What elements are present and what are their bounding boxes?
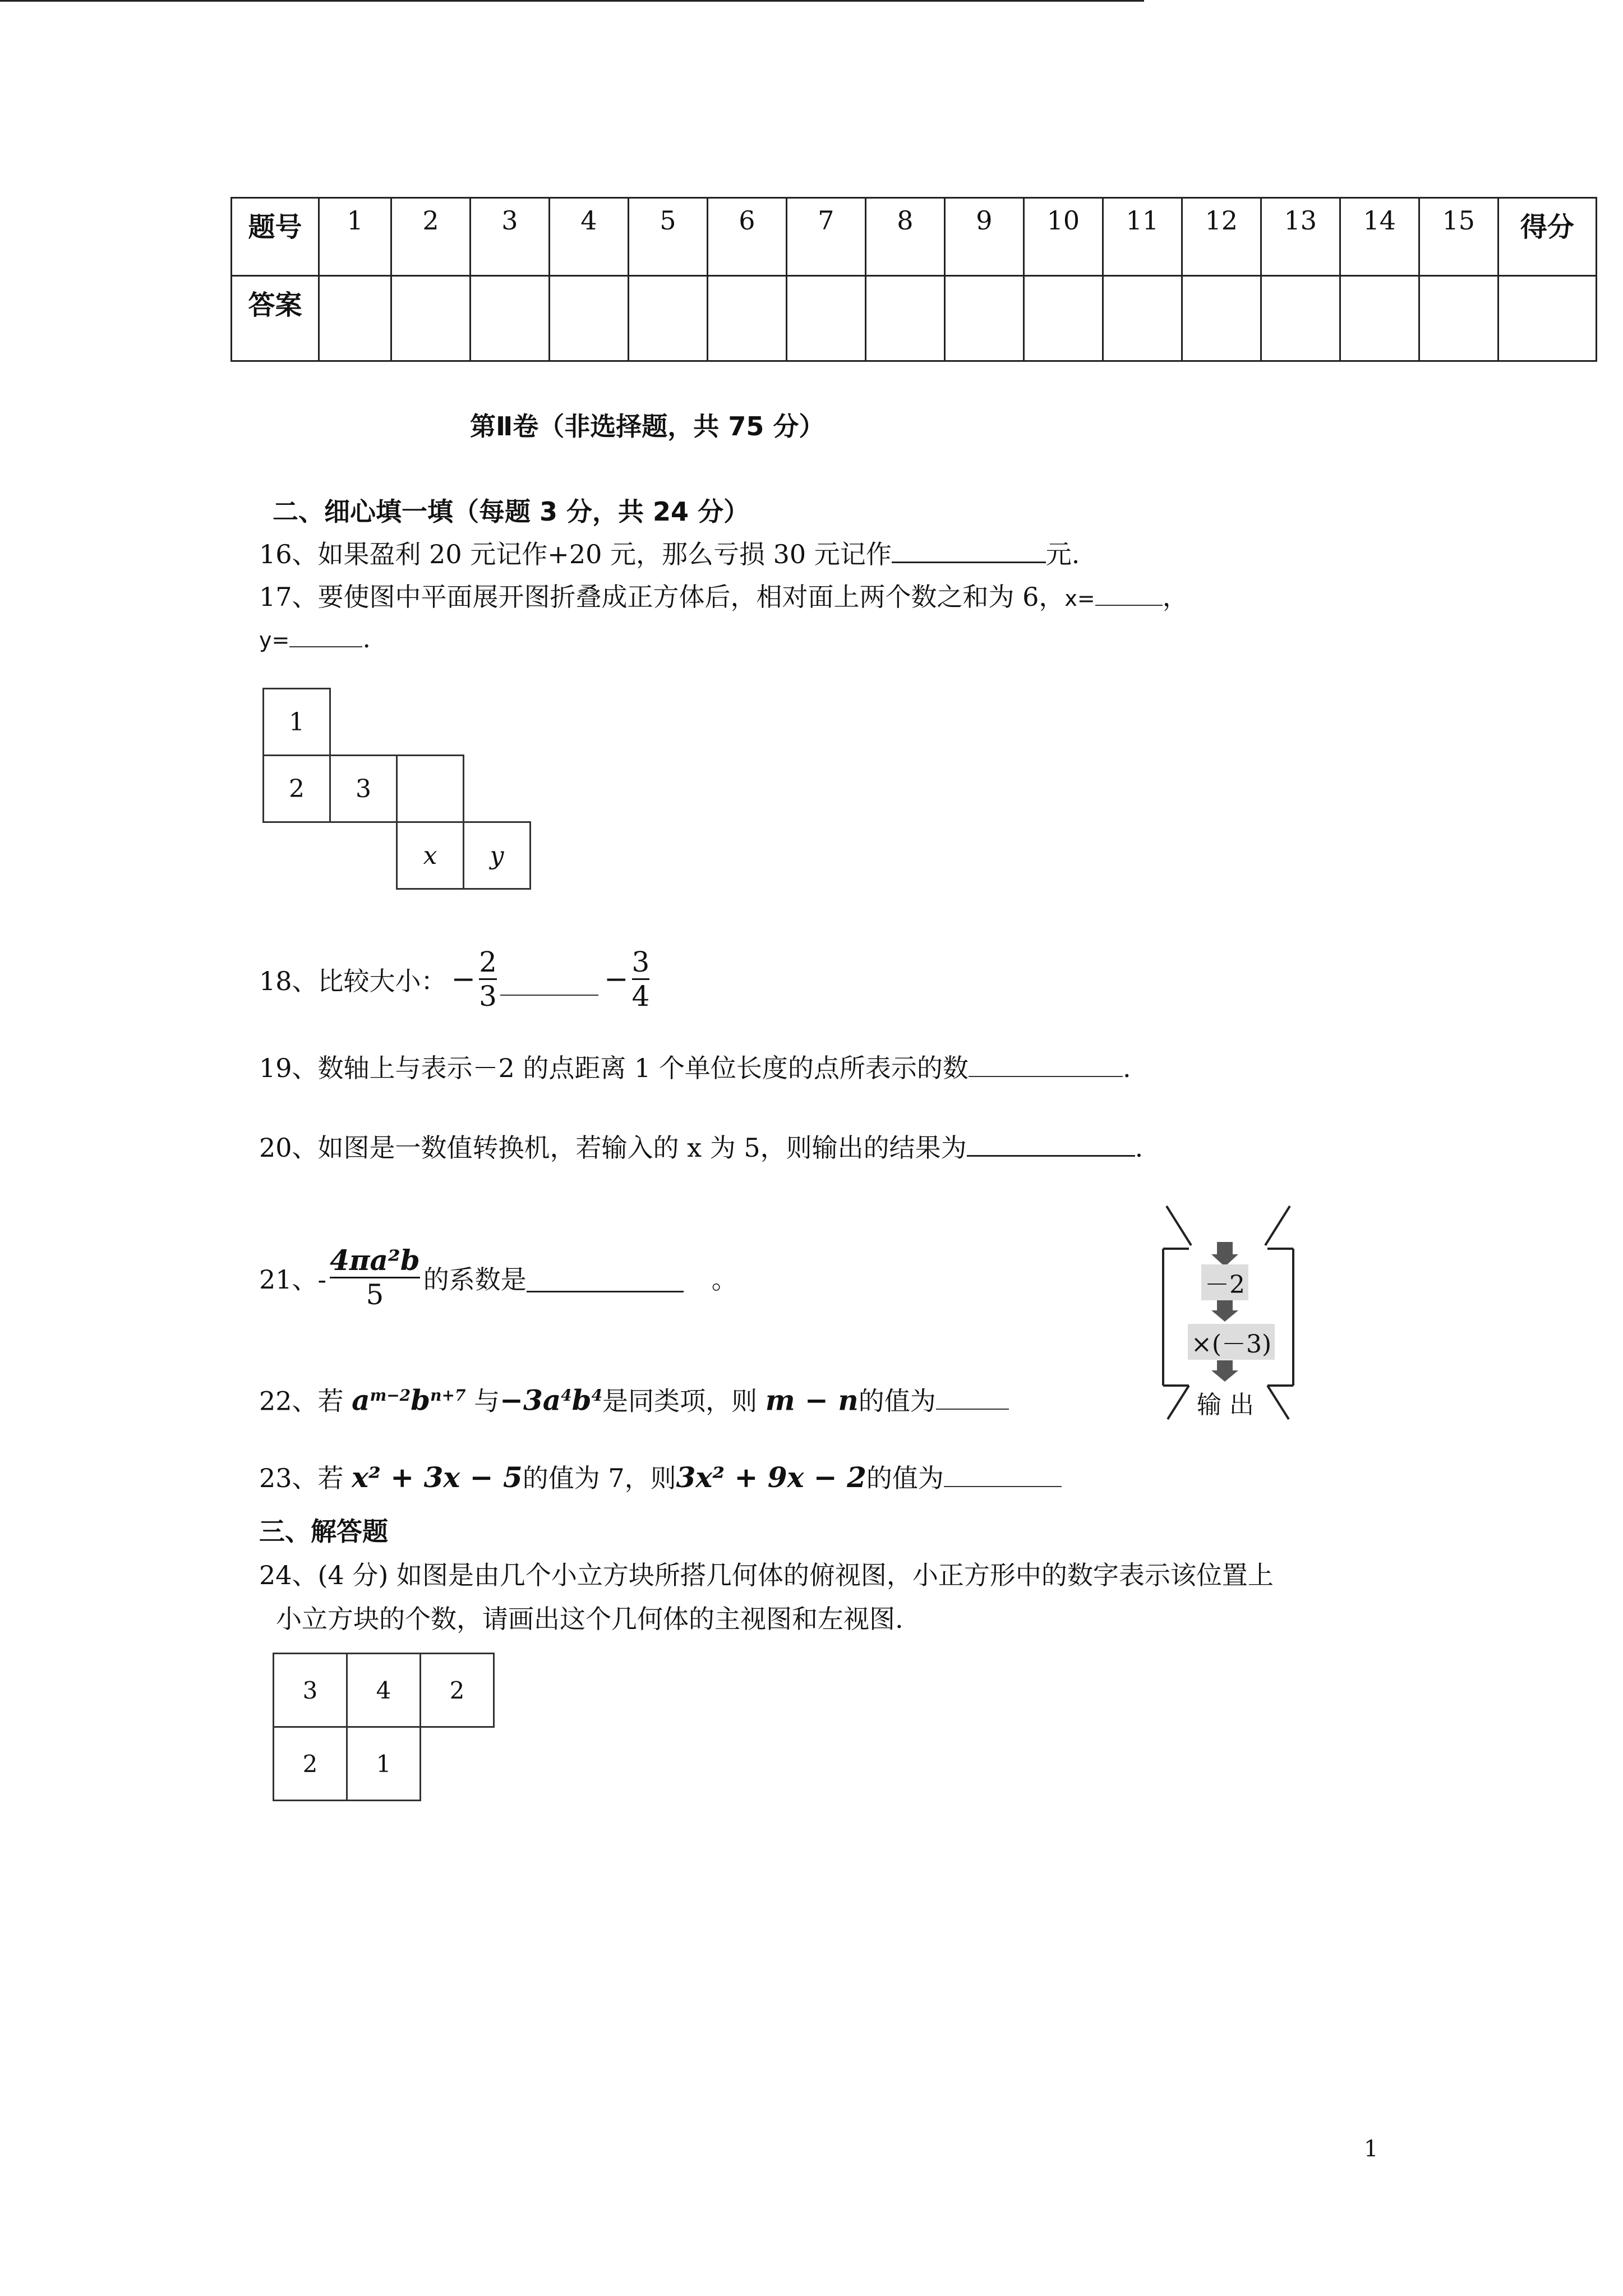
- answer-cell[interactable]: [628, 276, 707, 361]
- question-number-cell: 12: [1182, 198, 1261, 276]
- question-23-expression-1: x² + 3x − 5: [352, 1461, 523, 1494]
- question-number-cell: 9: [944, 198, 1023, 276]
- term2-coefficient: −3a: [500, 1383, 561, 1417]
- question-20-blank[interactable]: [967, 1133, 1135, 1157]
- fraction-three-quarters: [632, 946, 650, 1013]
- machine-step-minus-two: －2: [1201, 1264, 1248, 1300]
- question-16-text: 16、如果盈利 20 元记作+20 元，那么亏损 30 元记作: [259, 539, 892, 569]
- question-number-cell: 11: [1103, 198, 1182, 276]
- question-number-cell: 3: [470, 198, 549, 276]
- question-24-line-2: 小立方块的个数，请画出这个几何体的主视图和左视图.: [276, 1604, 903, 1634]
- answer-cell[interactable]: [391, 276, 470, 361]
- top-view-cell: 1: [346, 1726, 421, 1801]
- question-number-cell: 14: [1340, 198, 1419, 276]
- answer-cell[interactable]: [944, 276, 1023, 361]
- question-17: [259, 580, 1188, 615]
- question-22-text: 是同类项，则: [602, 1386, 758, 1416]
- question-22-blank[interactable]: [936, 1386, 1009, 1410]
- question-19-blank[interactable]: [969, 1053, 1123, 1077]
- question-number-cell: 4: [549, 198, 628, 276]
- question-23-mid: 的值为 7，则: [522, 1463, 676, 1493]
- question-number-cell: 8: [865, 198, 944, 276]
- question-17-text: 17、要使图中平面展开图折叠成正方体后，相对面上两个数之和为 6，: [259, 582, 1065, 612]
- machine-output-label: 输 出: [1197, 1391, 1254, 1419]
- question-number-cell: 7: [786, 198, 865, 276]
- question-17-end: .: [362, 623, 371, 654]
- cube-net-cell-y: y: [463, 821, 531, 890]
- minus-sign: −: [451, 962, 476, 996]
- question-22-end: 的值为: [858, 1386, 936, 1416]
- question-17-sep: ，: [1162, 582, 1188, 612]
- question-number-cell: 5: [628, 198, 707, 276]
- question-21-end: 。: [711, 1264, 737, 1295]
- question-16: [259, 537, 1080, 571]
- question-23-expression-2: 3x² + 9x − 2: [676, 1461, 866, 1494]
- question-17-line2: [259, 622, 371, 657]
- fraction-two-thirds: [479, 946, 497, 1013]
- question-17-x-label: x=: [1064, 586, 1095, 611]
- question-17-x-blank[interactable]: [1095, 582, 1163, 606]
- question-number-label: 题号: [232, 198, 319, 276]
- top-view-cell: 2: [419, 1653, 495, 1728]
- question-21-prefix: 21、-: [259, 1264, 327, 1295]
- answer-cell[interactable]: [470, 276, 549, 361]
- term-b-base: b: [411, 1383, 431, 1417]
- cube-net-cell: 3: [329, 754, 398, 823]
- question-21-text: 的系数是: [423, 1264, 527, 1295]
- term-a-base: a: [352, 1383, 370, 1417]
- part-2-title: 二、细心填一填（每题 3 分，共 24 分）: [273, 496, 750, 527]
- question-20-end: .: [1135, 1133, 1144, 1163]
- cube-net-cell: 1: [262, 688, 331, 756]
- fraction-denominator: 3: [479, 980, 497, 1013]
- fraction-denominator: 4: [631, 980, 650, 1013]
- answer-cell[interactable]: [1182, 276, 1261, 361]
- question-18-blank[interactable]: [500, 978, 598, 996]
- cube-net-cell: [396, 754, 464, 823]
- fraction-numerator: 4πa²b: [330, 1244, 420, 1277]
- question-17-y-blank[interactable]: [289, 624, 362, 647]
- answer-table: [230, 197, 1597, 362]
- question-24-line-1: 24、(4 分) 如图是由几个小立方块所搭几何体的俯视图，小正方形中的数字表示该位置上: [259, 1560, 1274, 1590]
- question-number-cell: 1: [319, 198, 391, 276]
- top-view-cell: 4: [346, 1653, 421, 1728]
- answer-table-header-row: [232, 198, 1597, 276]
- question-21: [259, 1244, 737, 1311]
- top-view-cell: 3: [273, 1653, 348, 1728]
- header-rule: [0, 0, 1144, 2]
- term2-b-base: b: [571, 1383, 592, 1417]
- answer-cell[interactable]: [707, 276, 786, 361]
- answer-label: 答案: [232, 276, 319, 361]
- minus-sign: −: [603, 962, 629, 996]
- cube-net-cell: 2: [262, 754, 331, 823]
- answer-table-answer-row: [232, 276, 1597, 361]
- term-a-exponent: m−2: [370, 1386, 411, 1405]
- question-18-prefix: 18、比较大小：: [259, 965, 447, 996]
- answer-cell[interactable]: [319, 276, 391, 361]
- term2-b-exponent: 4: [591, 1386, 603, 1405]
- answer-cell[interactable]: [1419, 276, 1498, 361]
- page-number: 1: [1364, 2136, 1378, 2162]
- question-18: [259, 946, 653, 1013]
- question-number-cell: 13: [1261, 198, 1340, 276]
- part-3-title: 三、解答题: [259, 1516, 388, 1547]
- question-19: [259, 1051, 1131, 1085]
- answer-cell[interactable]: [1103, 276, 1182, 361]
- cube-net-cell-x: x: [396, 821, 464, 890]
- answer-cell[interactable]: [1261, 276, 1340, 361]
- machine-step-times-neg-three: ×(－3): [1188, 1324, 1275, 1360]
- question-16-blank[interactable]: [892, 539, 1046, 563]
- top-view-cell: 2: [273, 1726, 348, 1801]
- question-22-expression: m − n: [765, 1383, 859, 1417]
- score-cell[interactable]: [1498, 276, 1596, 361]
- question-23: [259, 1455, 1062, 1501]
- fraction-numerator: 2: [479, 946, 497, 978]
- question-number-cell: 2: [391, 198, 470, 276]
- question-23-end: 的值为: [866, 1463, 944, 1493]
- score-label: 得分: [1498, 198, 1596, 276]
- question-20: [259, 1131, 1143, 1165]
- question-22-prefix: 22、若: [259, 1386, 344, 1416]
- question-19-end: .: [1122, 1053, 1131, 1083]
- answer-cell[interactable]: [549, 276, 628, 361]
- question-number-cell: 15: [1419, 198, 1498, 276]
- question-19-text: 19、数轴上与表示－2 的点距离 1 个单位长度的点所表示的数: [259, 1053, 969, 1083]
- answer-cell[interactable]: [786, 276, 865, 361]
- question-22: [259, 1373, 1009, 1423]
- answer-cell[interactable]: [1023, 276, 1103, 361]
- section-2-title: 第Ⅱ卷（非选择题，共 75 分）: [470, 411, 825, 441]
- question-number-cell: 10: [1023, 198, 1103, 276]
- term-b-exponent: n+7: [430, 1386, 466, 1405]
- fraction-denominator: 5: [366, 1278, 384, 1311]
- fraction-numerator: 3: [631, 946, 650, 978]
- question-21-blank[interactable]: [527, 1268, 684, 1292]
- question-23-prefix: 23、若: [259, 1463, 344, 1493]
- question-17-y-label: y=: [259, 628, 290, 652]
- answer-cell[interactable]: [1340, 276, 1419, 361]
- question-23-blank[interactable]: [944, 1464, 1062, 1487]
- fraction-coefficient: [330, 1244, 420, 1311]
- question-number-cell: 6: [707, 198, 786, 276]
- answer-cell[interactable]: [865, 276, 944, 361]
- term2-a-exponent: 4: [561, 1386, 572, 1405]
- question-20-text: 20、如图是一数值转换机，若输入的 x 为 5，则输出的结果为: [259, 1133, 967, 1163]
- question-16-suffix: 元.: [1045, 539, 1080, 569]
- question-22-with: 与: [474, 1386, 500, 1416]
